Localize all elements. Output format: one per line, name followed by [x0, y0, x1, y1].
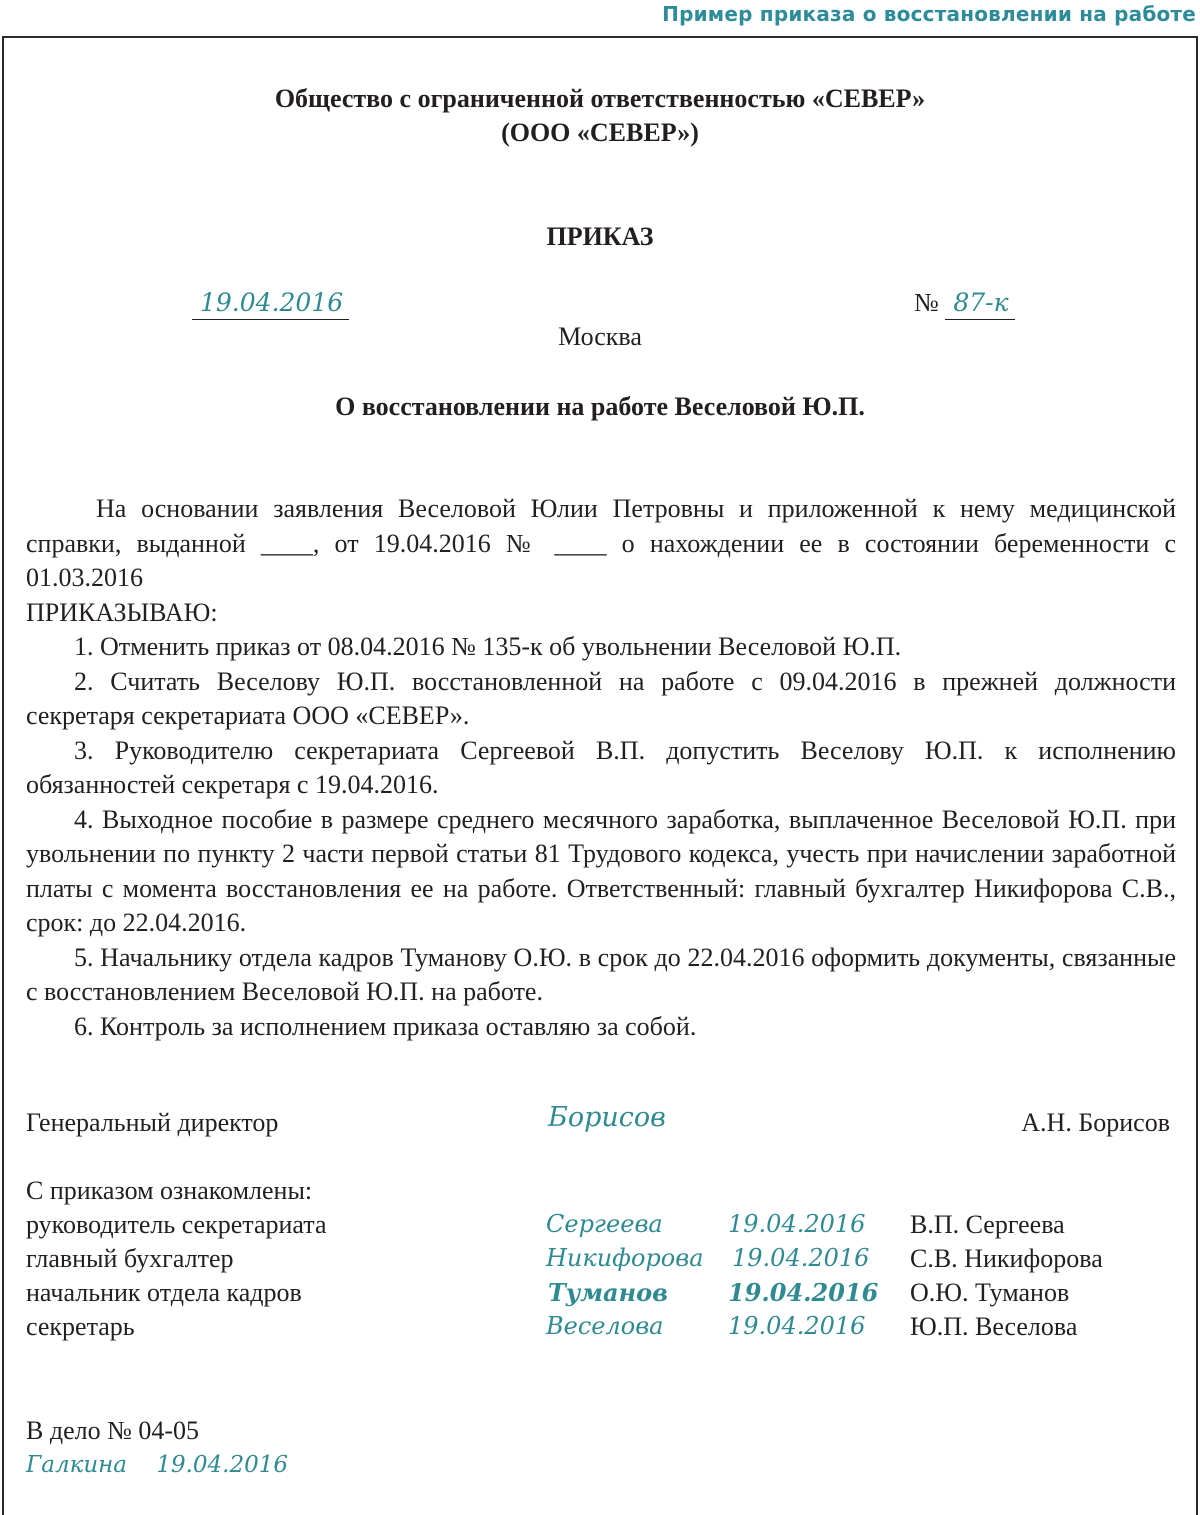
ack-position: начальник отдела кадров [26, 1278, 302, 1307]
city: Москва [558, 322, 642, 351]
ack-name: С.В. Никифорова [910, 1244, 1103, 1273]
ack-position: главный бухгалтер [26, 1244, 234, 1273]
company-short-name: (ООО «СЕВЕР») [501, 118, 699, 147]
acknowledgement-row [26, 1210, 1176, 1244]
ack-signature: Сергеева [546, 1210, 663, 1238]
order-item-3: 3. Руководителю секретариата Сергеевой В.П. допустить Веселову Ю.П. к исполнению обязанностей секретаря с 19.04.2016. [26, 735, 1176, 799]
ack-signature: Туманов [548, 1278, 668, 1307]
order-item-6: 6. Контроль за исполнением приказа оставляю за собой. [74, 1011, 697, 1041]
order-number-field [914, 288, 1015, 318]
order-number-label: № [914, 288, 939, 317]
ack-date: 19.04.2016 [732, 1244, 870, 1272]
file-note-signature-line [26, 1452, 288, 1478]
order-item-2: 2. Считать Веселову Ю.П. восстановленной на работе с 09.04.2016 в прежней должности секретаря секретариата ООО «СЕВЕР». [26, 666, 1176, 730]
preamble-paragraph: На основании заявления Веселовой Юлии Петровны и приложенной к нему медицинской справки, выданной ____, от 19.04.2016 № ____ о нахождении ее в состоянии беременности с 01.03.2016 [26, 494, 1176, 592]
ack-date: 19.04.2016 [728, 1210, 866, 1238]
order-number: 87-к [945, 288, 1014, 320]
ack-position: секретарь [26, 1312, 135, 1341]
director-signature: Борисов [548, 1102, 666, 1133]
ack-signature: Никифорова [546, 1244, 704, 1272]
acknowledgement-row [26, 1312, 1176, 1346]
ack-date: 19.04.2016 [728, 1312, 866, 1340]
file-note: В дело № 04-05 [26, 1416, 200, 1445]
director-title: Генеральный директор [26, 1108, 279, 1137]
order-item-4: 4. Выходное пособие в размере среднего месячного заработка, выплаченное Веселовой Ю.П. при увольнении по пункту 2 части первой статьи 81 Трудового кодекса, учесть при начислении заработной платы с момента восстановления ее на работе. Ответственный: главный бухгалтер Никифорова С.В., срок: до 22.04.2016. [26, 804, 1176, 937]
ack-name: О.Ю. Туманов [910, 1278, 1070, 1307]
order-date-field [192, 288, 349, 317]
ack-name: Ю.П. Веселова [910, 1312, 1078, 1341]
director-name: А.Н. Борисов [1021, 1108, 1170, 1137]
order-subject: О восстановлении на работе Веселовой Ю.П. [335, 392, 865, 421]
order-item-1: 1. Отменить приказ от 08.04.2016 № 135-к об увольнении Веселовой Ю.П. [74, 632, 902, 661]
document-banner-title: Пример приказа о восстановлении на работе [662, 2, 1196, 26]
ack-signature: Веселова [546, 1312, 664, 1340]
acknowledgement-heading: С приказом ознакомлены: [26, 1176, 313, 1205]
acknowledgement-row [26, 1244, 1176, 1278]
ack-name: В.П. Сергеева [910, 1210, 1065, 1239]
order-word: ПРИКАЗЫВАЮ: [26, 597, 218, 627]
file-note-signature: Галкина [26, 1452, 127, 1478]
document-type-title: ПРИКАЗ [546, 222, 654, 251]
file-note-date: 19.04.2016 [156, 1452, 289, 1478]
ack-position: руководитель секретариата [26, 1210, 327, 1239]
order-item-5: 5. Начальнику отдела кадров Туманову О.Ю. в срок до 22.04.2016 оформить документы, связанные с восстановлением Веселовой Ю.П. на работе. [26, 942, 1176, 1006]
company-full-name: Общество с ограниченной ответственностью «СЕВЕР» [274, 84, 926, 113]
acknowledgement-row [26, 1278, 1176, 1312]
order-body [26, 492, 1176, 1044]
ack-date: 19.04.2016 [728, 1278, 879, 1307]
order-date: 19.04.2016 [192, 288, 349, 320]
